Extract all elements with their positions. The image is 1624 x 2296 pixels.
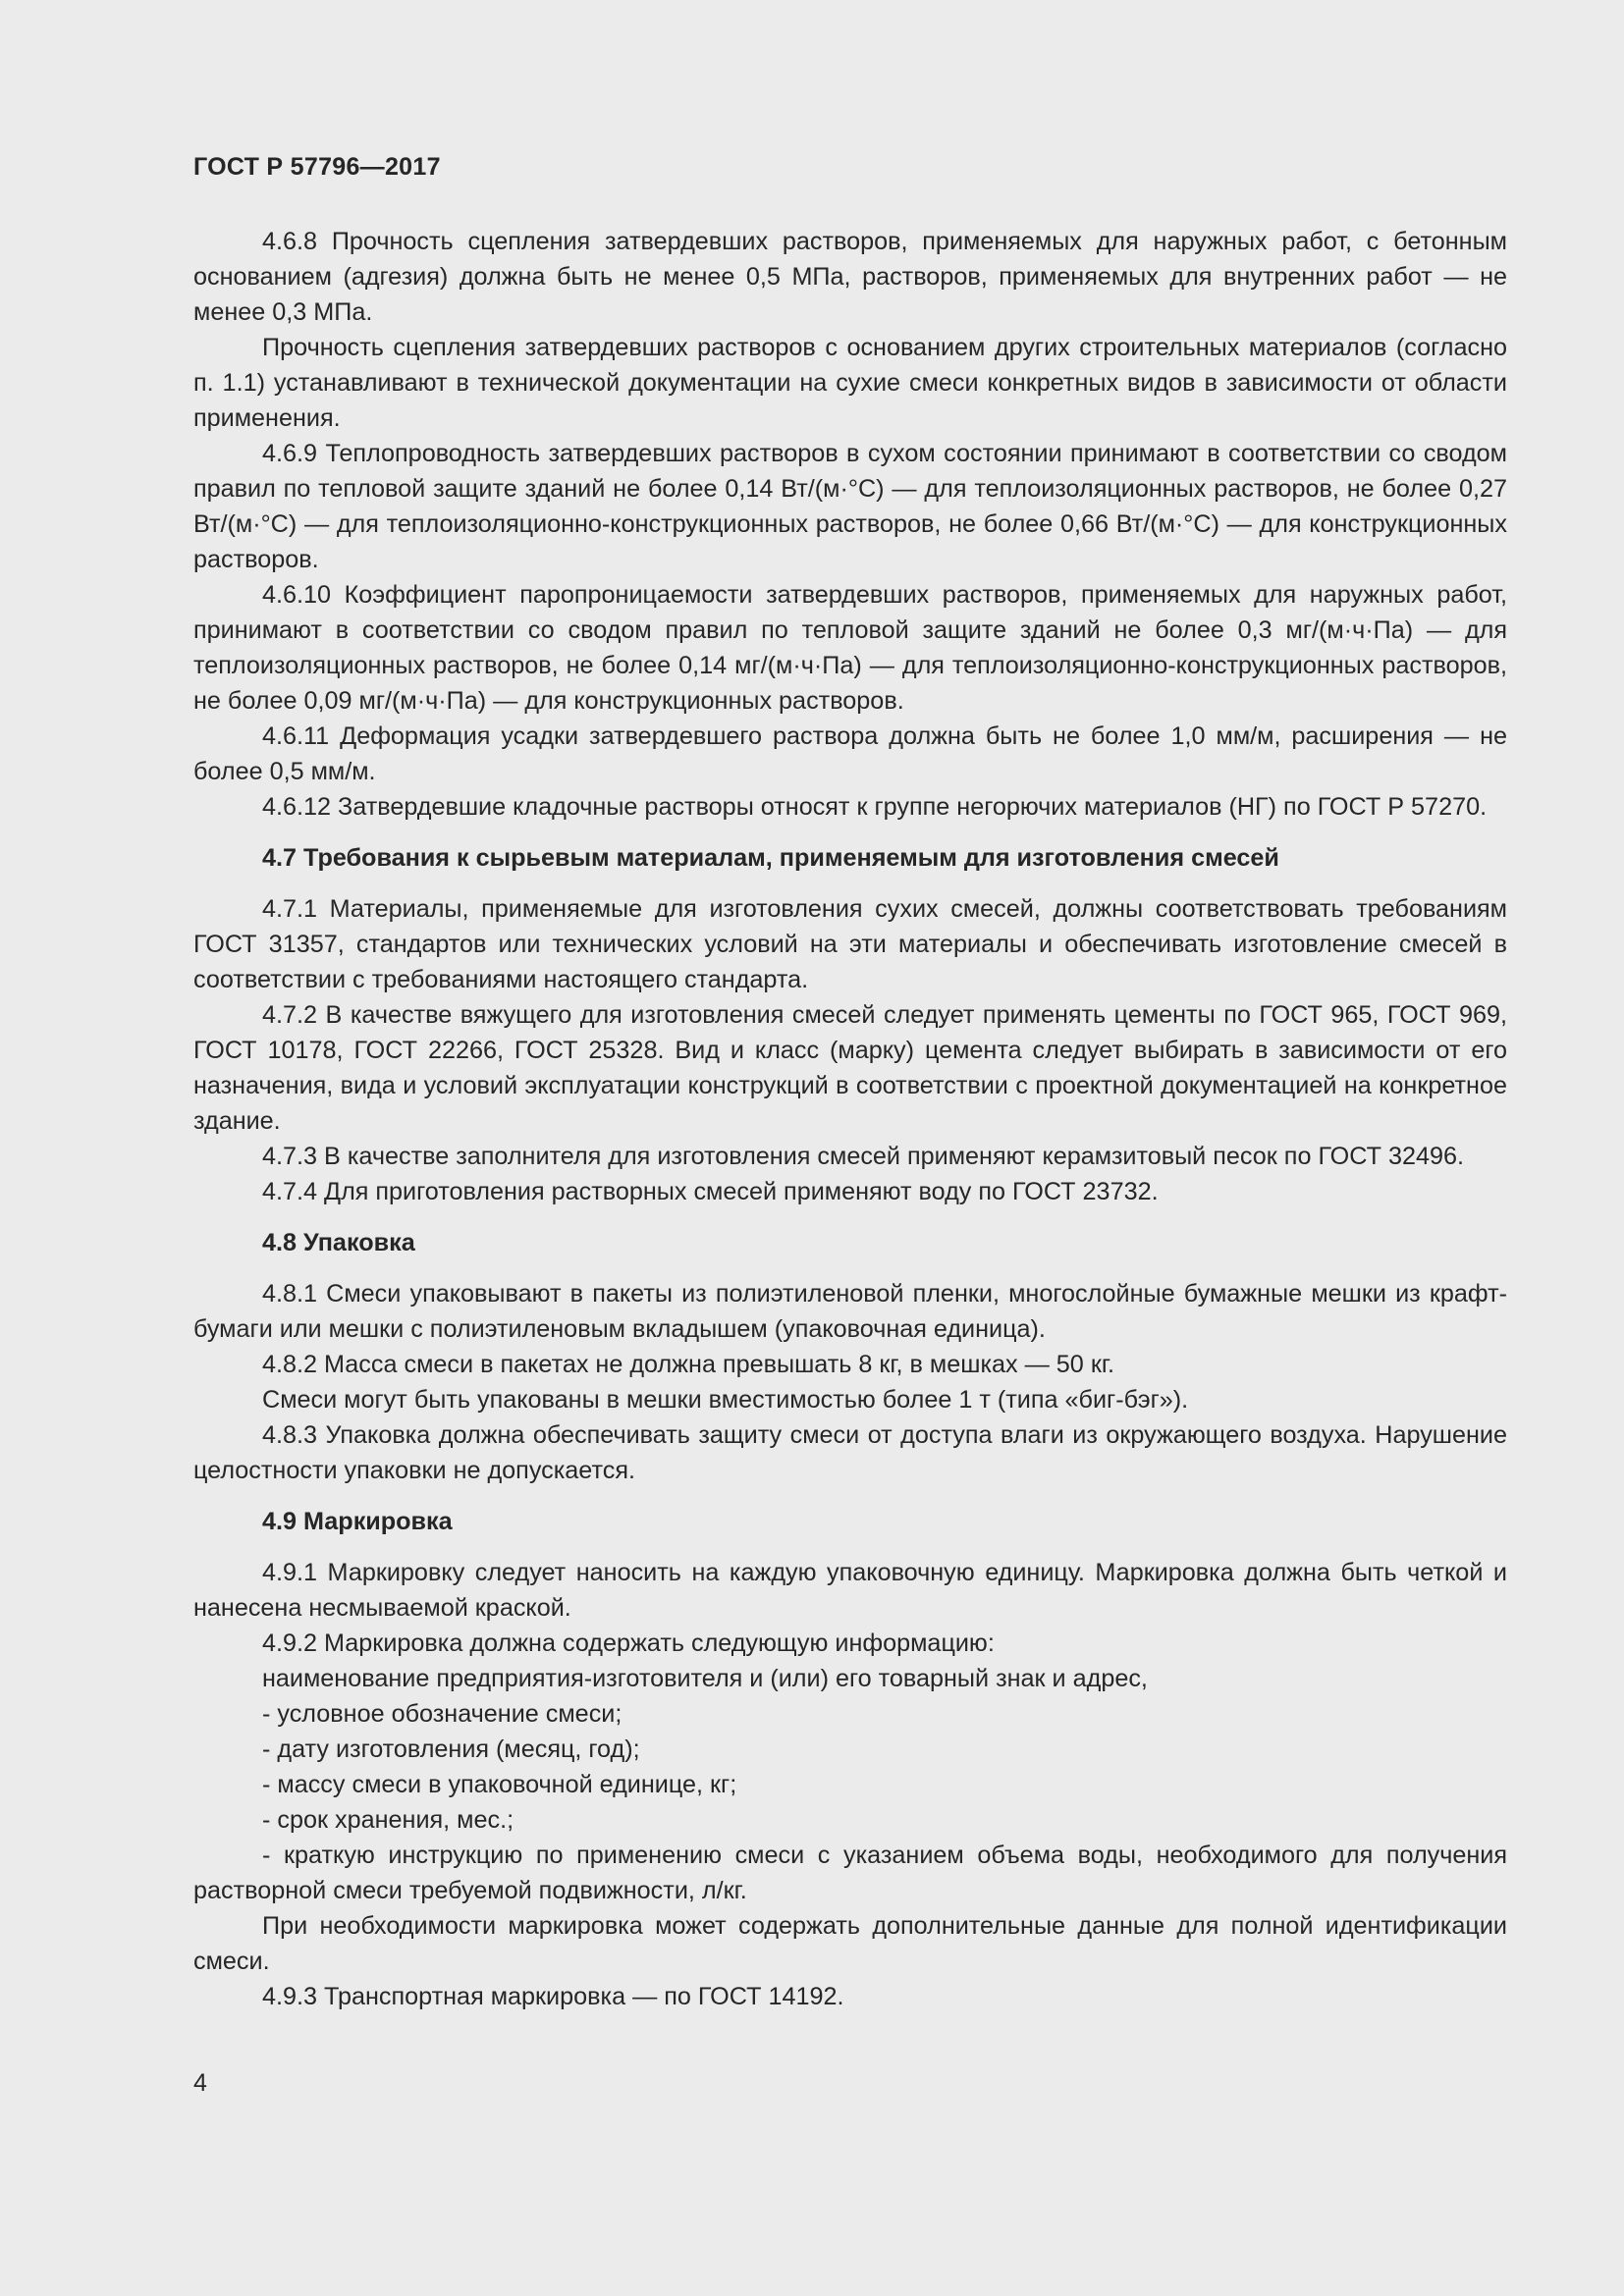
page-number: 4 [193, 2069, 207, 2097]
list-item: - массу смеси в упаковочной единице, кг; [262, 1771, 737, 1798]
paragraph-4-7-2: 4.7.2 В качестве вяжущего для изготовления смесей следует применять цементы по ГОСТ 965, ГОСТ 969, ГОСТ 10178, ГОСТ 22266, ГОСТ 25328. Вид и класс (марку) цемента следует выбирать в зависимости от его назначения, вида и условий эксплуатации конструкций в соответствии с проектной документацией на конкретное здание. [193, 1001, 1507, 1135]
list-item: - условное обозначение смеси; [262, 1700, 623, 1728]
paragraph-4-8-1: 4.8.1 Смеси упаковывают в пакеты из полиэтиленовой пленки, многослойные бумажные мешки из крафт-бумаги или мешки с полиэтиленовым вкладышем (упаковочная единица). [193, 1280, 1507, 1343]
paragraph-4-9-1: 4.9.1 Маркировку следует наносить на каждую упаковочную единицу. Маркировка должна быть четкой и нанесена несмываемой краской. [193, 1559, 1507, 1622]
paragraph-4-7-1: 4.7.1 Материалы, применяемые для изготовления сухих смесей, должны соответствовать требованиям ГОСТ 31357, стандартов или технических условий на эти материалы и обеспечивать изготовление смесей в соответствии с требованиями настоящего стандарта. [193, 895, 1507, 993]
paragraph-4-9-2: 4.9.2 Маркировка должна содержать следующую информацию: [262, 1629, 995, 1657]
document-header: ГОСТ Р 57796—2017 [193, 153, 441, 181]
paragraph-4-6-8-cont: Прочность сцепления затвердевших растворов с основанием других строительных материалов (согласно п. 1.1) устанавливают в технической документации на сухие смеси конкретных видов в зависимости от области применения. [193, 334, 1507, 432]
list-item-instruction: - краткую инструкцию по применению смеси с указанием объема воды, необходимого для получения растворной смеси требуемой подвижности, л/кг. [193, 1842, 1507, 1904]
document-body [193, 224, 1507, 2014]
paragraph-4-8-2: 4.8.2 Масса смеси в пакетах не должна превышать 8 кг, в мешках — 50 кг. [262, 1351, 1114, 1378]
list-item: - дату изготовления (месяц, год); [262, 1735, 640, 1763]
paragraph-4-6-12: 4.6.12 Затвердевшие кладочные растворы относят к группе негорючих материалов (НГ) по ГОСТ Р 57270. [262, 793, 1488, 821]
paragraph-4-9-2-note: При необходимости маркировка может содержать дополнительные данные для полной идентификации смеси. [193, 1912, 1507, 1975]
paragraph-4-8-2-cont: Смеси могут быть упакованы в мешки вместимостью более 1 т (типа «биг-бэг»). [262, 1386, 1189, 1414]
paragraph-4-9-3: 4.9.3 Транспортная маркировка — по ГОСТ 14192. [262, 1983, 844, 2010]
section-heading-4-8: 4.8 Упаковка [262, 1229, 415, 1256]
section-heading-4-7: 4.7 Требования к сырьевым материалам, применяемым для изготовления смесей [262, 844, 1279, 872]
paragraph-4-7-4: 4.7.4 Для приготовления растворных смесей применяют воду по ГОСТ 23732. [262, 1178, 1159, 1205]
paragraph-4-8-3: 4.8.3 Упаковка должна обеспечивать защиту смеси от доступа влаги из окружающего воздуха. Нарушение целостности упаковки не допускается. [193, 1421, 1507, 1484]
paragraph-4-6-11: 4.6.11 Деформация усадки затвердевшего раствора должна быть не более 1,0 мм/м, расширения — не более 0,5 мм/м. [193, 722, 1507, 785]
paragraph-4-6-9: 4.6.9 Теплопроводность затвердевших растворов в сухом состоянии принимают в соответствии со сводом правил по тепловой защите зданий не более 0,14 Вт/(м·°С) — для теплоизоляционных растворов, не более 0,27 Вт/(м·°С) — для теплоизоляционно-конструкционных растворов, не более 0,66 Вт/(м·°С) — для конструкционных растворов. [193, 440, 1507, 573]
paragraph-4-6-10: 4.6.10 Коэффициент паропроницаемости затвердевших растворов, применяемых для наружных работ, принимают в соответствии со сводом правил по тепловой защите зданий не более 0,3 мг/(м·ч·Па) — для теплоизоляционных растворов, не более 0,14 мг/(м·ч·Па) — для теплоизоляционно-конструкционных растворов, не более 0,09 мг/(м·ч·Па) — для конструкционных растворов. [193, 581, 1507, 715]
paragraph-4-7-3: 4.7.3 В качестве заполнителя для изготовления смесей применяют керамзитовый песок по ГОСТ 32496. [262, 1143, 1465, 1170]
paragraph-4-6-8: 4.6.8 Прочность сцепления затвердевших растворов, применяемых для наружных работ, с бетонным основанием (адгезия) должна быть не менее 0,5 МПа, растворов, применяемых для внутренних работ — не менее 0,3 МПа. [193, 228, 1507, 326]
section-heading-4-9: 4.9 Маркировка [262, 1508, 453, 1535]
list-item: наименование предприятия-изготовителя и (или) его товарный знак и адрес, [262, 1665, 1148, 1692]
list-item: - срок хранения, мес.; [262, 1806, 514, 1834]
